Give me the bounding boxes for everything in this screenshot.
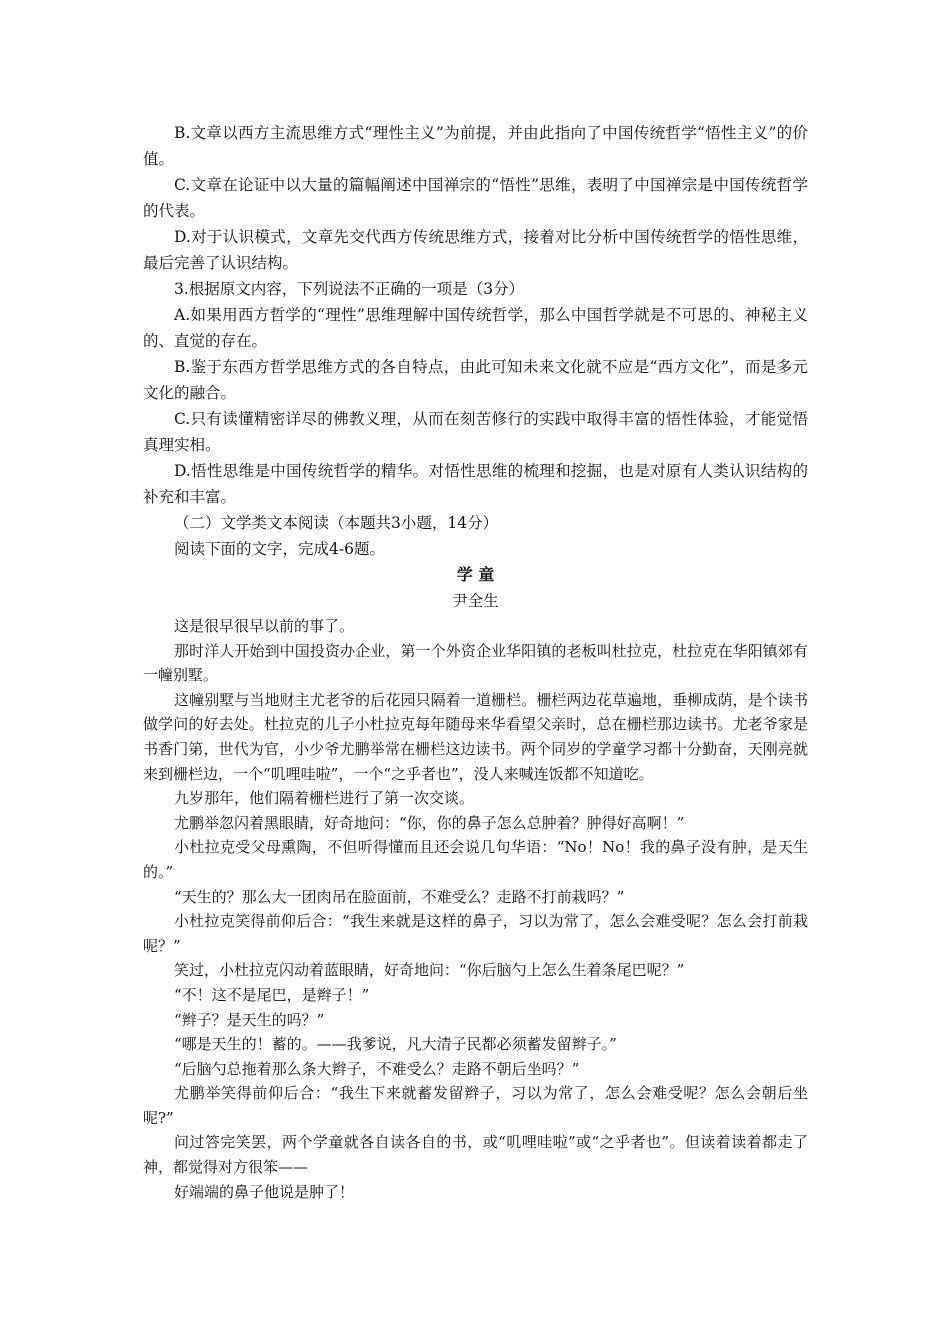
reading-instruction: 阅读下面的文字，完成4-6题。 (174, 540, 385, 558)
story-paragraph: 尤鹏举忽闪着黑眼睛，好奇地问：“你，你的鼻子怎么总肿着？肿得好高啊！” (174, 813, 685, 832)
story-title: 学 童 (456, 565, 495, 584)
story-paragraph: 笑过，小杜拉克闪动着蓝眼睛，好奇地问：“你后脑勺上怎么生着条尾巴呢？” (174, 961, 685, 980)
story-paragraph: “天生的？那么大一团肉吊在脸面前，不难受么？走路不打前栽吗？” (174, 887, 625, 906)
option-d: D.对于认识模式，文章先交代西方传统思维方式，接着对比分析中国传统哲学的悟性思维，最后完善了认识结构。 (143, 228, 808, 272)
q3-option-a: A.如果用西方哲学的“理性”思维理解中国传统哲学，那么中国哲学就是不可思的、神秘主义的、直觉的存在。 (143, 306, 808, 350)
story-paragraph: 好端端的鼻子他说是肿了！ (174, 1182, 355, 1201)
story-paragraph: “哪是天生的！蓄的。——我爹说，凡大清子民都必须蓄发留辫子。” (174, 1035, 617, 1054)
question-3: 3.根据原文内容，下列说法不正确的一项是（3分） (174, 280, 525, 298)
q3-option-b: B.鉴于东西方哲学思维方式的各自特点，由此可知未来文化就不应是“西方文化”，而是多元文化的融合。 (143, 358, 808, 402)
story-paragraph: 小杜拉克笑得前仰后合：“我生来就是这样的鼻子，习以为常了，怎么会难受呢？怎么会打前栽呢？” (143, 912, 808, 955)
question-block (143, 120, 808, 562)
story-paragraph: “后脑勺总拖着那么条大辫子，不难受么？走路不朝后坐吗？” (174, 1059, 580, 1078)
story-paragraph: 九岁那年，他们隔着栅栏进行了第一次交谈。 (174, 789, 475, 808)
story-paragraph: 小杜拉克受父母熏陶，不但听得懂而且还会说几句华语：“No！No！我的鼻子没有肿，是天生的。” (143, 838, 808, 881)
story-paragraph: “辫子？是天生的吗？” (174, 1010, 325, 1029)
document-page (143, 120, 808, 1204)
story-paragraph: “不！这不是尾巴，是辫子！” (174, 985, 370, 1004)
story-paragraph: 问过答完笑罢，两个学童就各自读各自的书，或“叽哩哇啦”或“之乎者也”。但读着读着都走了神，都觉得对方很笨—— (143, 1133, 808, 1177)
story-paragraph: 尤鹏举笑得前仰后合：“我生下来就蓄发留辫子，习以为常了，怎么会难受呢？怎么会朝后坐呢?” (143, 1084, 808, 1127)
option-c: C.文章在论证中以大量的篇幅阐述中国禅宗的“悟性”思维，表明了中国禅宗是中国传统哲学的代表。 (143, 176, 808, 220)
q3-option-c: C.只有读懂精密详尽的佛教义理，从而在刻苦修行的实践中取得丰富的悟性体验，才能觉悟真理实相。 (143, 410, 808, 454)
section-heading: （二）文学类文本阅读（本题共3小题，14分） (174, 514, 499, 532)
story-paragraph: 那时洋人开始到中国投资办企业，第一个外资企业华阳镇的老板叫杜拉克，杜拉克在华阳镇郊有一幢别墅。 (143, 641, 808, 685)
story (143, 562, 808, 1204)
option-b: B.文章以西方主流思维方式“理性主义”为前提，并由此指向了中国传统哲学“悟性主义”的价值。 (143, 124, 808, 168)
story-paragraph: 这是很早很早以前的事了。 (174, 617, 355, 635)
q3-option-d: D.悟性思维是中国传统哲学的精华。对悟性思维的梳理和挖掘，也是对原有人类认识结构的补充和丰富。 (143, 462, 808, 506)
story-author: 尹全生 (452, 592, 499, 610)
story-paragraph: 这幢别墅与当地财主尤老爷的后花园只隔着一道栅栏。栅栏两边花草遍地，垂柳成荫，是个读书做学问的好去处。杜拉克的儿子小杜拉克每年随母来华看望父亲时，总在栅栏那边读书。尤老爷家是书香门第，世代为官，小少爷尤鹏举常在栅栏这边读书。两个同岁的学童学习都十分勤奋，天刚亮就来到栅栏边，一个“叽哩哇啦”，一个“之乎者也”，没人来喊连饭都不知道吃。 (143, 690, 808, 783)
